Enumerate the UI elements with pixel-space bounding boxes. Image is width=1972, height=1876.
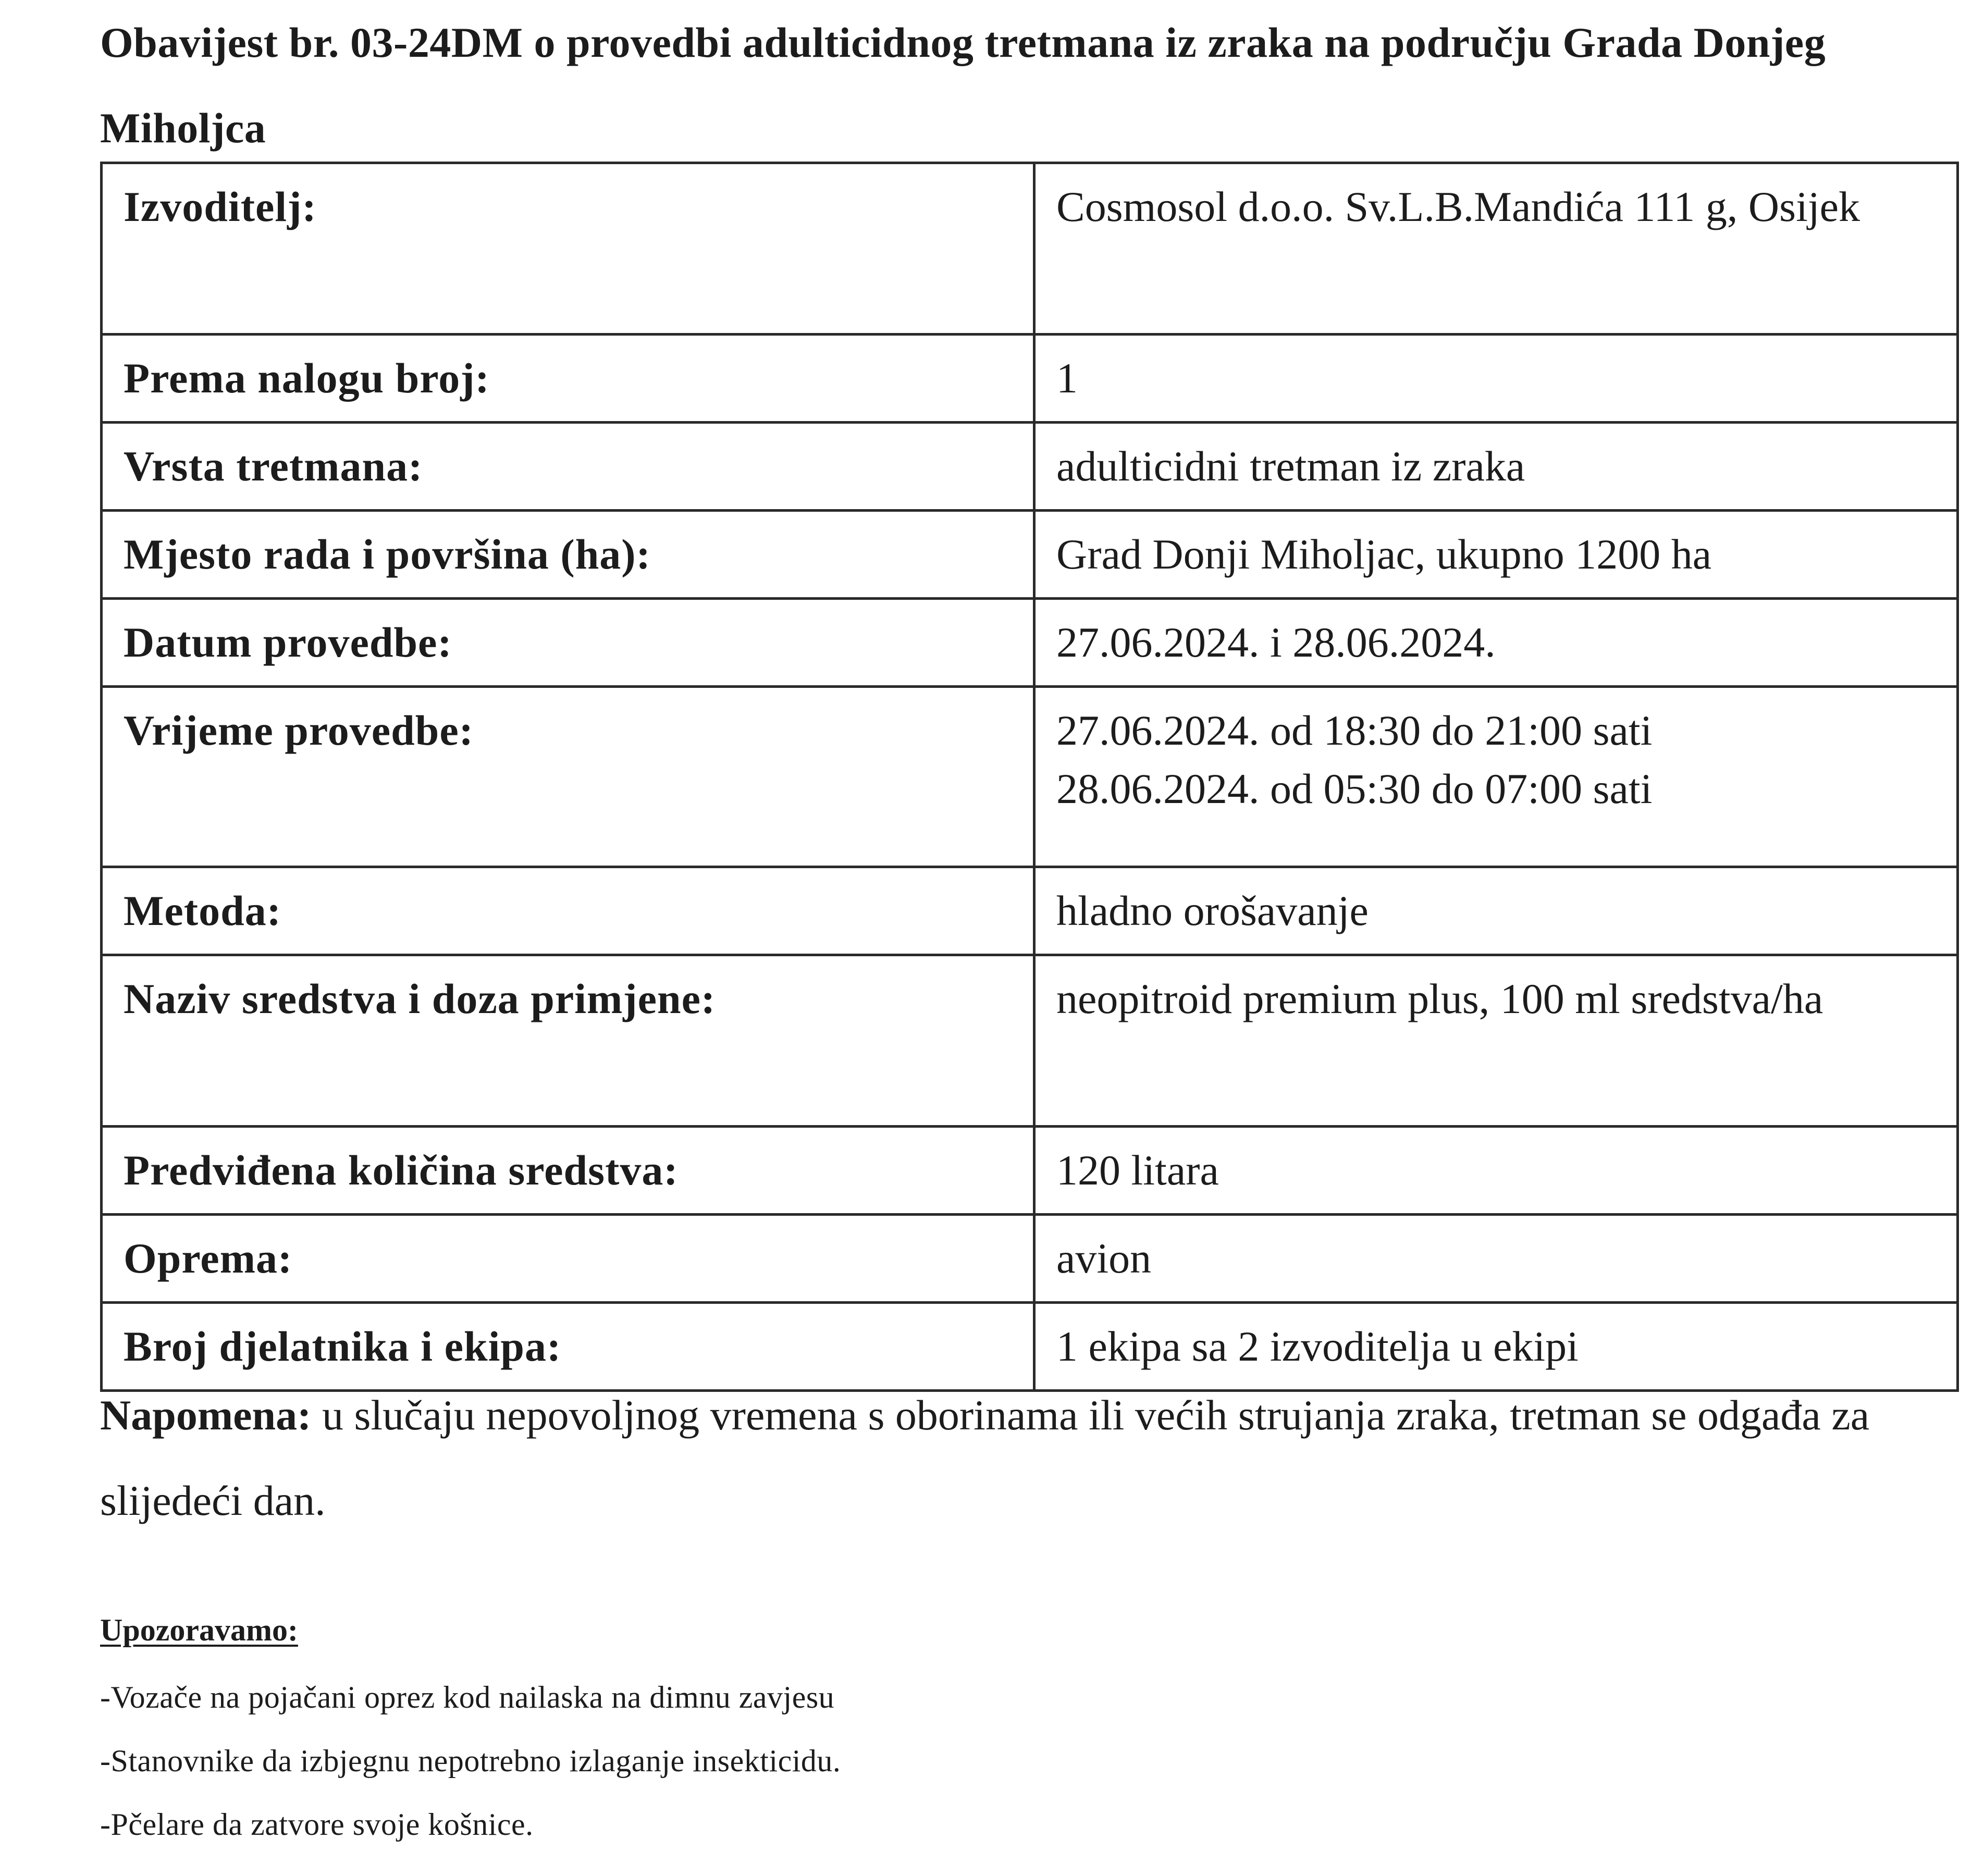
table-row-mjesto-rada [102,511,1958,599]
row-label: Vrijeme provedbe: [102,687,1034,867]
row-label: Oprema: [102,1215,1034,1303]
warning-item: -Stanovnike da izbjegnu nepotrebno izlaganje insekticidu. [100,1744,841,1778]
row-value: Grad Donji Miholjac, ukupno 1200 ha [1034,511,1958,599]
row-label: Datum provedbe: [102,599,1034,687]
table-row-oprema [102,1215,1958,1303]
row-label: Metoda: [102,867,1034,955]
table-row-izvoditelj [102,163,1958,335]
row-value: hladno orošavanje [1034,867,1958,955]
row-value: 120 litara [1034,1127,1958,1215]
row-label: Vrsta tretmana: [102,423,1034,511]
row-value: 27.06.2024. i 28.06.2024. [1034,599,1958,687]
row-label: Predviđena količina sredstva: [102,1127,1034,1215]
row-value: adulticidni tretman iz zraka [1034,423,1958,511]
row-value: avion [1034,1215,1958,1303]
row-label: Naziv sredstva i doza primjene: [102,955,1034,1127]
note-text: u slučaju nepovoljnog vremena s oborinama ili većih strujanja zraka, tretman se odgađa za slijedeći dan. [100,1391,1870,1524]
row-label: Izvoditelj: [102,163,1034,335]
row-label: Broj djelatnika i ekipa: [102,1303,1034,1391]
table-row-vrijeme-provedbe [102,687,1958,867]
row-value [1034,687,1958,867]
table-row-nalog [102,335,1958,423]
warning-heading: Upozoravamo: [100,1613,298,1647]
row-value: Cosmosol d.o.o. Sv.L.B.Mandića 111 g, Osijek [1034,163,1958,335]
treatment-details-table [100,162,1959,1392]
note-label: Napomena: [100,1391,312,1439]
time-line: 27.06.2024. od 18:30 do 21:00 sati [1056,707,1653,754]
warning-list [100,1665,841,1856]
time-line: 28.06.2024. od 05:30 do 07:00 sati [1056,765,1653,812]
row-label: Prema nalogu broj: [102,335,1034,423]
row-label: Mjesto rada i površina (ha): [102,511,1034,599]
table-row-kolicina-sredstva [102,1127,1958,1215]
document-title: Obavijest br. 03-24DM o provedbi adulticidnog tretmana iz zraka na području Grada Donjeg Miholjca [100,19,1826,152]
row-value: neopitroid premium plus, 100 ml sredstva/ha [1034,955,1958,1127]
table-row-datum-provedbe [102,599,1958,687]
row-value: 1 [1034,335,1958,423]
table-row-metoda [102,867,1958,955]
warning-item: -Vozače na pojačani oprez kod nailaska na dimnu zavjesu [100,1680,835,1714]
table-row-vrsta-tretmana [102,423,1958,511]
warning-item: -Pčelare da zatvore svoje košnice. [100,1807,534,1842]
row-value: 1 ekipa sa 2 izvoditelja u ekipi [1034,1303,1958,1391]
note-paragraph [100,1373,1955,1544]
table-row-naziv-sredstva [102,955,1958,1127]
